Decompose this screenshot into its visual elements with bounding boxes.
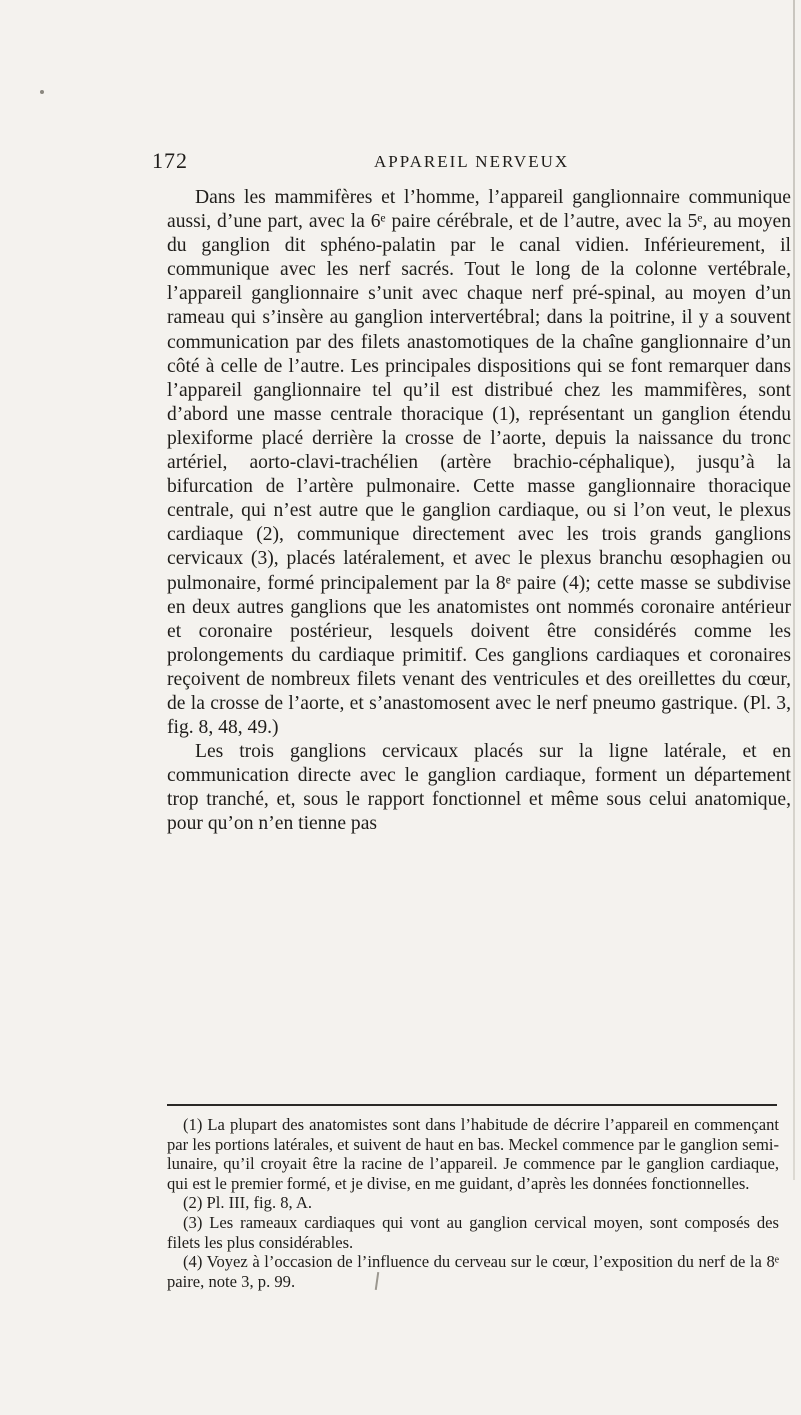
footnotes	[167, 1115, 779, 1291]
page-header	[152, 148, 780, 178]
footnote-separator	[167, 1104, 777, 1106]
paragraph: Les trois ganglions cervicaux placés sur la ligne latérale, et en communication directe avec le ganglion cardiaque, forment un département trop tranché, et, sous le rapport fonctionnel et même sous celui anatomique, pour qu’on n’en tienne pas	[167, 741, 791, 835]
main-text	[167, 186, 791, 837]
print-speck	[40, 90, 44, 94]
footnote-1: (1) La plupart des anatomistes sont dans l’habitude de décrire l’appareil en commençant par les portions latérales, et suivent de haut en bas. Meckel commence par le ganglion semi-lunaire, qu’il croyait être la racine de l’appareil. Je commence par le ganglion cardiaque, qui est le premier formé, et je divise, en me guidant, d’après les données fonctionnelles.	[167, 1115, 779, 1193]
running-title: APPAREIL NERVEUX	[374, 152, 570, 171]
paragraph: Dans les mammifères et l’homme, l’appareil ganglionnaire communique aussi, d’une part, avec la 6ᵉ paire cérébrale, et de l’autre, avec la 5ᵉ, au moyen du ganglion dit sphéno-palatin par le canal vidien. Inférieurement, il communique avec les nerf sacrés. Tout le long de la colonne vertébrale, l’appareil ganglionnaire s’unit avec chaque nerf pré-spinal, au moyen d’un rameau qui s’insère au ganglion intervertébral; dans la poitrine, il y a souvent communication par des filets anastomotiques de la chaîne ganglionnaire d’un côté à celle de l’autre. Les principales dispositions qui se font remarquer dans l’appareil ganglionnaire tel qu’il est distribué chez les mammifères, sont d’abord une masse centrale thoracique (1), représentant un ganglion étendu plexiforme placé derrière la crosse de l’aorte, depuis la naissance du tronc artériel, aorto-clavi-trachélien (artère brachio-céphalique), jusqu’à la bifurcation de l’artère pulmonaire. Cette masse ganglionnaire thoracique centrale, qui n’est autre que le ganglion cardiaque, ou si l’on veut, le plexus cardiaque (2), communique directement avec les trois grands ganglions cervicaux (3), placés latéralement, et avec le plexus branchu œsophagien ou pulmonaire, formé principalement par la 8ᵉ paire (4); cette masse se subdivise en deux autres ganglions que les anatomistes ont nommés coronaire antérieur et coronaire postérieur, lesquels doivent être considérés comme les prolongements du cardiaque primitif. Ces ganglions cardiaques et coronaires reçoivent de nombreux filets venant des ventricules et des oreillettes du cœur, de la crosse de l’aorte, et s’anastomosent avec le nerf pneumo gastrique. (Pl. 3, fig. 8, 48, 49.)	[167, 187, 791, 739]
footnote-2: (2) Pl. III, fig. 8, A.	[183, 1193, 313, 1213]
page-number: 172	[152, 148, 188, 173]
page-edge-line	[793, 0, 795, 1180]
footnote-4: (4) Voyez à l’occasion de l’influence du cerveau sur le cœur, l’exposition du nerf de la 8ᵉ paire, note 3, p. 99.	[167, 1252, 779, 1291]
footnote-3: (3) Les rameaux cardiaques qui vont au ganglion cervical moyen, sont composés des filets les plus considérables.	[167, 1212, 779, 1252]
